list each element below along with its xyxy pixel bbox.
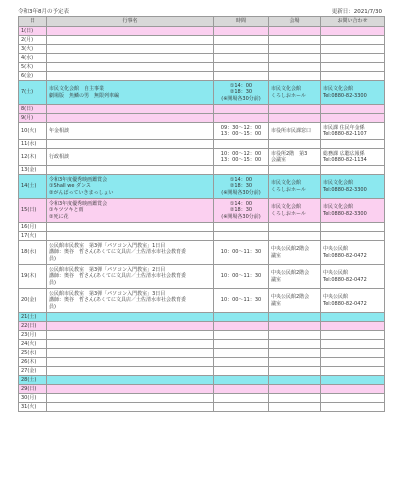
event-line: 令和3年度優秀映画鑑賞会 [49, 201, 108, 208]
venue-line: 中央公民館2階会 [271, 270, 310, 277]
event-cell [47, 403, 214, 412]
table-row [19, 27, 385, 36]
contact-line: 中央公民館 [323, 246, 349, 253]
contact-cell [321, 241, 385, 265]
contact-cell [321, 313, 385, 322]
date-cell: 6(金) [19, 72, 47, 81]
venue-line: 市役所市民課窓口 [271, 127, 312, 134]
time-line: (※開場各30分前) [221, 189, 261, 196]
table-row [19, 322, 385, 331]
column-header-contact: お問い合わせ [321, 17, 385, 27]
contact-line: 市民課 住民年金係 [323, 124, 365, 131]
contact-cell [321, 199, 385, 223]
event-line: 講師：奥谷 哲さん(あくてに文具店／土佐清水市社会教育委 [49, 297, 186, 304]
table-row [19, 313, 385, 322]
venue-line: 市民文化会館 [271, 204, 302, 211]
time-line: 10：00～12：00 [220, 150, 262, 157]
contact-line: Tel:0880-82-0472 [323, 276, 367, 283]
event-cell [47, 81, 214, 105]
table-row [19, 123, 385, 140]
event-line: 員) [49, 303, 56, 310]
table-row [19, 140, 385, 149]
time-line: ①14：00 [229, 83, 253, 90]
date-cell: 4(水) [19, 54, 47, 63]
event-cell [47, 199, 214, 223]
time-cell [214, 358, 269, 367]
column-header-venue: 会場 [269, 17, 321, 27]
event-cell [47, 313, 214, 322]
venue-cell [269, 349, 321, 358]
contact-cell [321, 123, 385, 140]
event-line: 員) [49, 255, 56, 262]
time-cell [214, 63, 269, 72]
contact-cell [321, 349, 385, 358]
time-cell [214, 241, 269, 265]
table-row [19, 72, 385, 81]
contact-cell [321, 322, 385, 331]
venue-cell [269, 45, 321, 54]
time-line: (※開場各30分前) [221, 95, 261, 102]
contact-cell [321, 166, 385, 175]
venue-line: 市民文化会館 [271, 86, 302, 93]
time-cell [214, 349, 269, 358]
time-cell [214, 140, 269, 149]
venue-cell [269, 322, 321, 331]
table-row [19, 289, 385, 313]
contact-cell [321, 105, 385, 114]
venue-line: 議室 [271, 252, 282, 259]
venue-cell [269, 72, 321, 81]
contact-line: 市民文化会館 [323, 86, 354, 93]
time-cell [214, 149, 269, 166]
venue-cell [269, 358, 321, 367]
time-cell [214, 232, 269, 241]
time-cell [214, 313, 269, 322]
contact-line: Tel:0880-82-1107 [323, 131, 367, 137]
time-cell [214, 175, 269, 199]
time-line: 10：00～11：30 [220, 249, 262, 256]
venue-cell [269, 232, 321, 241]
schedule-table [18, 16, 385, 412]
event-line: ①キツツキと雨 [49, 207, 84, 214]
venue-line: 市役所2階 第3 [271, 150, 308, 157]
table-row [19, 340, 385, 349]
event-cell [47, 27, 214, 36]
venue-cell [269, 340, 321, 349]
contact-cell [321, 340, 385, 349]
venue-line: 中央公民館2階会 [271, 294, 310, 301]
event-line: 年金相談 [49, 127, 70, 134]
date-cell: 12(木) [19, 149, 47, 166]
table-row [19, 45, 385, 54]
contact-cell [321, 385, 385, 394]
venue-line: くろしおホール [271, 210, 306, 217]
contact-cell [321, 36, 385, 45]
table-row [19, 385, 385, 394]
date-cell: 9(月) [19, 114, 47, 123]
date-cell: 19(木) [19, 265, 47, 289]
time-line: ①14：00 [229, 177, 253, 184]
contact-line: 中央公民館 [323, 270, 349, 277]
time-cell [214, 265, 269, 289]
date-cell: 29(日) [19, 385, 47, 394]
date-cell: 13(金) [19, 166, 47, 175]
date-cell: 30(月) [19, 394, 47, 403]
date-cell: 2(月) [19, 36, 47, 45]
contact-cell [321, 289, 385, 313]
time-cell [214, 322, 269, 331]
venue-line: 議室 [271, 276, 282, 283]
contact-cell [321, 394, 385, 403]
contact-cell [321, 27, 385, 36]
event-cell [47, 367, 214, 376]
time-cell [214, 394, 269, 403]
contact-line: Tel:0880-82-1134 [323, 157, 367, 163]
event-cell [47, 54, 214, 63]
venue-cell [269, 114, 321, 123]
column-header-event: 行事名 [47, 17, 214, 27]
time-line: 09：30～12：00 [220, 124, 262, 131]
time-cell [214, 123, 269, 140]
date-cell: 21(土) [19, 313, 47, 322]
date-cell: 16(月) [19, 223, 47, 232]
table-row [19, 265, 385, 289]
date-cell: 31(火) [19, 403, 47, 412]
venue-line: 中央公民館2階会 [271, 246, 310, 253]
event-cell [47, 114, 214, 123]
table-row [19, 331, 385, 340]
venue-cell [269, 241, 321, 265]
contact-cell [321, 175, 385, 199]
venue-line: 議室 [271, 300, 282, 307]
venue-line: くろしおホール [271, 186, 306, 193]
venue-line: 市民文化会館 [271, 180, 302, 187]
event-cell [47, 349, 214, 358]
time-cell [214, 54, 269, 63]
time-cell [214, 367, 269, 376]
event-cell [47, 105, 214, 114]
event-cell [47, 63, 214, 72]
event-cell [47, 394, 214, 403]
venue-cell [269, 149, 321, 166]
date-cell: 22(日) [19, 322, 47, 331]
time-cell [214, 340, 269, 349]
event-line: 公民館市民教室 第3弾「パソコン入門教室」2日目 [49, 267, 166, 274]
time-line: ①14：00 [229, 201, 253, 208]
event-line: 行政相談 [49, 153, 70, 160]
event-line: 市民文化会館 自主事業 [49, 86, 105, 93]
time-cell [214, 289, 269, 313]
venue-cell [269, 81, 321, 105]
contact-cell [321, 45, 385, 54]
event-line: 公民館市民教室 第3弾「パソコン入門教室」3日目 [49, 291, 166, 298]
contact-cell [321, 140, 385, 149]
time-cell [214, 45, 269, 54]
table-row [19, 403, 385, 412]
contact-line: Tel:0880-82-0472 [323, 252, 367, 259]
date-cell: 27(金) [19, 367, 47, 376]
time-line: 10：00～11：30 [220, 273, 262, 280]
contact-cell [321, 72, 385, 81]
date-cell: 10(火) [19, 123, 47, 140]
venue-cell [269, 105, 321, 114]
time-cell [214, 36, 269, 45]
venue-cell [269, 265, 321, 289]
date-cell: 23(月) [19, 331, 47, 340]
date-cell: 5(木) [19, 63, 47, 72]
event-cell [47, 331, 214, 340]
column-header-date: 日 [19, 17, 47, 27]
page-title: 令和3年8月の予定表 [18, 9, 69, 15]
date-cell: 1(日) [19, 27, 47, 36]
contact-line: 中央公民館 [323, 294, 349, 301]
table-row [19, 105, 385, 114]
venue-cell [269, 123, 321, 140]
contact-cell [321, 358, 385, 367]
updated-date: 更新日：2021/7/30 [331, 9, 382, 15]
event-cell [47, 36, 214, 45]
event-line: 講師：奥谷 哲さん(あくてに文具店／土佐清水市社会教育委 [49, 273, 186, 280]
table-row [19, 376, 385, 385]
contact-cell [321, 232, 385, 241]
time-line: ②18：30 [229, 183, 253, 190]
venue-cell [269, 36, 321, 45]
time-cell [214, 331, 269, 340]
event-cell [47, 322, 214, 331]
event-cell [47, 223, 214, 232]
venue-cell [269, 63, 321, 72]
table-row [19, 358, 385, 367]
contact-cell [321, 403, 385, 412]
event-line: 劇場版 魚鱗の男 無限列車編 [49, 92, 120, 99]
date-cell: 15(日) [19, 199, 47, 223]
contact-cell [321, 114, 385, 123]
event-cell [47, 175, 214, 199]
date-cell: 25(水) [19, 349, 47, 358]
time-line: 13：00～15：00 [220, 131, 262, 137]
event-cell [47, 140, 214, 149]
table-row [19, 166, 385, 175]
table-row [19, 349, 385, 358]
event-cell [47, 340, 214, 349]
time-cell [214, 105, 269, 114]
venue-cell [269, 166, 321, 175]
contact-cell [321, 265, 385, 289]
venue-cell [269, 331, 321, 340]
venue-line: くろしおホール [271, 92, 306, 99]
table-row [19, 81, 385, 105]
date-cell: 28(土) [19, 376, 47, 385]
event-cell [47, 358, 214, 367]
event-line: ②がんばっていきまっしょい [49, 189, 114, 196]
table-row [19, 36, 385, 45]
contact-line: 市民文化会館 [323, 204, 354, 211]
table-row [19, 223, 385, 232]
date-cell: 20(金) [19, 289, 47, 313]
contact-cell [321, 81, 385, 105]
time-cell [214, 27, 269, 36]
table-row [19, 199, 385, 223]
venue-cell [269, 313, 321, 322]
event-cell [47, 45, 214, 54]
event-line: ②死に花 [49, 213, 69, 220]
contact-line: 総務課 広聴広報係 [323, 150, 365, 157]
venue-cell [269, 199, 321, 223]
event-cell [47, 376, 214, 385]
venue-cell [269, 27, 321, 36]
venue-cell [269, 367, 321, 376]
column-header-time: 時間 [214, 17, 269, 27]
venue-cell [269, 376, 321, 385]
date-cell: 11(水) [19, 140, 47, 149]
table-row [19, 241, 385, 265]
contact-cell [321, 149, 385, 166]
date-cell: 26(木) [19, 358, 47, 367]
event-cell [47, 289, 214, 313]
time-cell [214, 376, 269, 385]
venue-line: 会議室 [271, 157, 287, 163]
venue-cell [269, 175, 321, 199]
table-row [19, 394, 385, 403]
time-line: ②18：30 [229, 89, 253, 96]
time-line: (※開場各30分前) [221, 213, 261, 220]
event-cell [47, 149, 214, 166]
contact-cell [321, 54, 385, 63]
time-line: 10：00～11：30 [220, 297, 262, 304]
event-line: 講師：奥谷 哲さん(あくてに文具店／土佐清水市社会教育委 [49, 249, 186, 256]
event-cell [47, 72, 214, 81]
time-cell [214, 199, 269, 223]
table-row [19, 54, 385, 63]
table-row [19, 367, 385, 376]
contact-line: Tel:0880-82-0472 [323, 300, 367, 307]
table-row [19, 63, 385, 72]
time-cell [214, 114, 269, 123]
event-cell [47, 241, 214, 265]
contact-line: Tel:0880-82-3300 [323, 92, 367, 99]
time-line: 13：00～15：00 [220, 157, 262, 163]
event-line: ①Shall we ダンス [49, 183, 91, 190]
contact-cell [321, 223, 385, 232]
venue-cell [269, 223, 321, 232]
time-line: ②18：30 [229, 207, 253, 214]
table-header-row [19, 17, 385, 27]
contact-cell [321, 63, 385, 72]
event-cell [47, 385, 214, 394]
contact-cell [321, 331, 385, 340]
date-cell: 7(土) [19, 81, 47, 105]
time-cell [214, 403, 269, 412]
contact-line: 市民文化会館 [323, 180, 354, 187]
event-cell [47, 232, 214, 241]
event-line: 公民館市民教室 第3弾「パソコン入門教室」1日目 [49, 243, 166, 250]
event-line: 令和3年度優秀映画鑑賞会 [49, 177, 108, 184]
date-cell: 17(火) [19, 232, 47, 241]
table-row [19, 149, 385, 166]
event-cell [47, 265, 214, 289]
contact-cell [321, 376, 385, 385]
time-cell [214, 166, 269, 175]
time-cell [214, 72, 269, 81]
contact-cell [321, 367, 385, 376]
time-cell [214, 81, 269, 105]
venue-cell [269, 289, 321, 313]
date-cell: 18(水) [19, 241, 47, 265]
date-cell: 24(火) [19, 340, 47, 349]
date-cell: 3(火) [19, 45, 47, 54]
schedule-body [19, 27, 385, 412]
event-cell [47, 166, 214, 175]
contact-line: Tel:0880-82-3300 [323, 186, 367, 193]
venue-cell [269, 385, 321, 394]
venue-cell [269, 403, 321, 412]
contact-line: Tel:0880-82-3300 [323, 210, 367, 217]
table-row [19, 175, 385, 199]
date-cell: 14(土) [19, 175, 47, 199]
event-line: 員) [49, 279, 56, 286]
venue-cell [269, 140, 321, 149]
table-row [19, 114, 385, 123]
time-cell [214, 223, 269, 232]
venue-cell [269, 394, 321, 403]
date-cell: 8(日) [19, 105, 47, 114]
table-row [19, 232, 385, 241]
event-cell [47, 123, 214, 140]
time-cell [214, 385, 269, 394]
venue-cell [269, 54, 321, 63]
